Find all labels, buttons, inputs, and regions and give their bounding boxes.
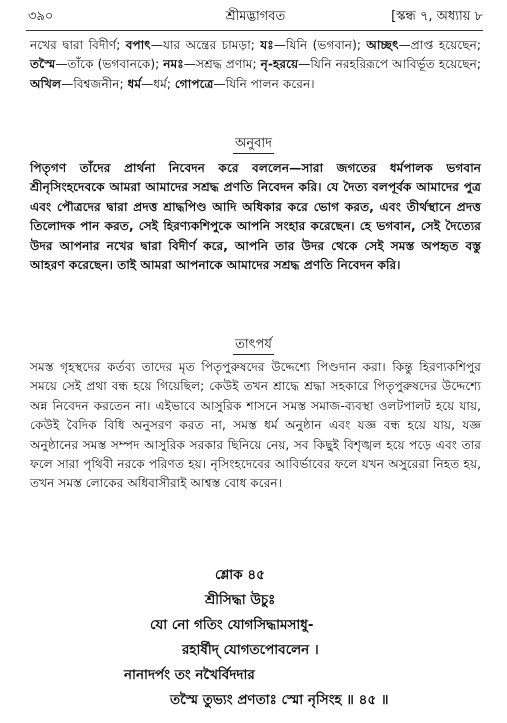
book-title: শ্রীমদ্ভাগবত (225, 9, 286, 24)
synonyms-paragraph (30, 36, 481, 94)
canto-chapter: [স্কন্ধ ৭, অধ্যায় ৮ (391, 9, 483, 24)
synonym-gloss: —ধর্ম; (141, 76, 175, 91)
synonym-term: বপাৎ (125, 38, 151, 52)
synonym-term: আচ্ছৎ (366, 38, 399, 52)
translation-heading-text: অনুবাদ (233, 135, 274, 154)
synonym-gloss: —তাঁকে (ভগবানকে); (55, 57, 164, 72)
verse-speaker: শ্রীসিদ্ধা উচুঃ (205, 592, 276, 608)
verse-line-3: নানাদর্পং তং নখৈর্বিদদার (124, 667, 255, 683)
purport-paragraph: সমস্ত গৃহস্থদের কর্তব্য তাদের মৃত পিতৃপুরুষদের উদ্দেশ্যে পিণ্ডদান করা। কিন্তু হিরণ্যকশিপুর সময়ে সেই প্রথা বন্ধ হয়ে গিয়েছিল; কেউই তখন শ্রাদ্ধে শ্রদ্ধা সহকারে পিতৃপুরুষদের উদ্দেশ্যে অন্ন নিবেদন করতেন না। এইভাবে আসুরিক শাসনে সমস্ত সমাজ-ব্যবস্থা ওলটপালট হয়ে যায়, কেউই বৈদিক বিধি অনুসরণ করত না, সমস্ত ধর্ম অনুষ্ঠান এবং যজ্ঞ বন্ধ হয়ে যায়, যজ্ঞ অনুষ্ঠানের সমস্ত সম্পদ আসুরিক সরকার ছিনিয়ে নেয়, সব কিছুই বিশৃঙ্খল হয়ে পড়ে এবং তার ফলে সারা পৃথিবী নরকে পরিণত হয়। নৃসিংহদেবের আবির্ভাবের ফলে যখন অসুরেরা নিহত হয়, তখন সমস্ত লোকের অধিবাসীরাই আশ্বস্ত বোধ করেন। (30, 360, 481, 491)
synonym-gloss: —প্রাপ্ত হয়েছেন; (398, 38, 481, 52)
translation-paragraph: পিতৃগণ তাঁদের প্রার্থনা নিবেদন করে বললেন—সারা জগতের ধর্মপালক ভগবান শ্রীনৃসিংহদেবকে আমরা আমাদের সশ্রদ্ধ প্রণতি নিবেদন করি। যে দৈত্য বলপূর্বক আমাদের পুত্র এবং পৌত্রদের দ্বারা প্রদত্ত শ্রাদ্ধপিণ্ড আদি অধিকার করে ভোগ করত, এবং তীর্থস্থানে প্রদত্ত তিলোদক পান করত, সেই হিরণ্যকশিপুকে আপনি সংহার করেছেন। হে ভগবান, সেই দৈত্যের উদর আপনার নখের দ্বারা বিদীর্ণ করে, আপনি তার উদর থেকে সেই সমস্ত অপহৃত বস্তু আহরণ করেছেন। তাই আমরা আপনাকে আমাদের সশ্রদ্ধ প্রণতি নিবেদন করি। (30, 161, 481, 273)
synonym-gloss: নখের দ্বারা বিদীর্ণ; (30, 38, 126, 52)
verse-block (0, 563, 507, 713)
synonym-gloss: —সশ্রদ্ধ প্রণাম; (183, 57, 261, 72)
synonym-term: নৃ-হরয়ে (260, 57, 299, 72)
translation-heading (0, 135, 507, 154)
verse-line-4: তস্মৈ তুভ্যং প্রণতাঃ স্মো নৃসিংহ ॥ ৪৫ ॥ (170, 692, 389, 708)
synonym-gloss: —যার অন্ত্রের চামড়া; (150, 38, 261, 52)
verse-label: শ্লোক ৪৫ (215, 567, 265, 583)
synonym-term: ধর্ম (127, 76, 142, 91)
verse-line-2: রহার্ষীদ্ যোগতপোবলেন । (182, 642, 319, 658)
synonym-term: নমঃ (163, 57, 184, 72)
header-rule (26, 30, 483, 31)
verse-line-1: যো নো গতিং যোগসিদ্ধামসাধু- (150, 617, 314, 633)
page-number: ৩৯০ (28, 9, 54, 24)
synonym-gloss: —যিনি পালন করেন। (213, 76, 315, 91)
page-header (28, 6, 483, 28)
synonym-term: যঃ (260, 38, 274, 52)
purport-heading-text: তাৎপর্য (233, 336, 274, 355)
purport-heading (0, 336, 507, 355)
synonym-gloss: —যিনি নরহরিরূপে আবির্ভূত হয়েছেন; (298, 57, 481, 72)
synonym-gloss: —যিনি (ভগবান); (273, 38, 367, 52)
synonym-term: গোপত্রে (174, 76, 214, 91)
synonym-term: তস্মৈ (30, 57, 56, 72)
synonym-term: অখিল (30, 76, 62, 91)
synonym-gloss: —বিশ্বজনীন; (61, 76, 128, 91)
